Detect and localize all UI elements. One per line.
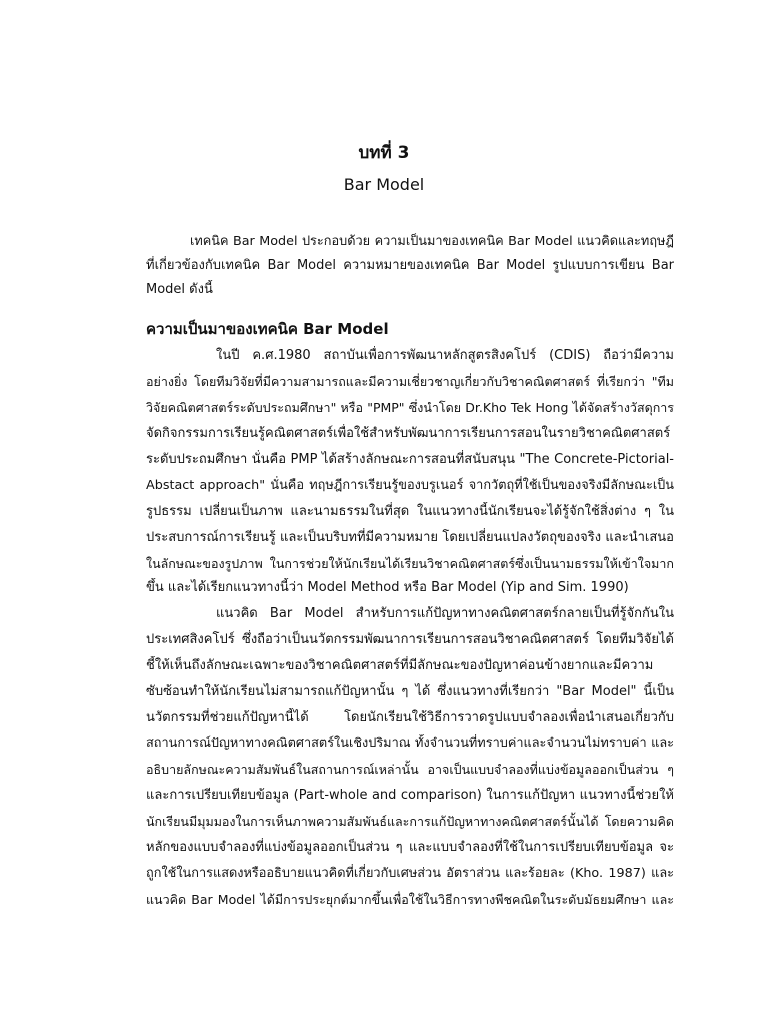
- body-line: แนวคิด Bar Model ได้มีการประยุกต์มากขึ้นเพื่อใช้ในวิธีการทางพีชคณิตในระดับมัธยมศึกษา และ: [146, 892, 674, 907]
- body-line: ในลักษณะของรูปภาพ ในการช่วยให้นักเรียนได้เรียนวิชาคณิตศาสตร์ซึ่งเป็นนามธรรมให้เข้าใจมาก: [146, 556, 674, 571]
- body-line: รูปธรรม เปลี่ยนเป็นภาพ และนามธรรมในที่สุด ในแนวทางนี้นักเรียนจะได้รู้จักใช้สิ่งต่าง ๆ ใน: [146, 504, 674, 519]
- body-line: ขึ้น และได้เรียกแนวทางนี้ว่า Model Method หรือ Bar Model (Yip and Sim. 1990): [146, 580, 629, 595]
- body-line: ซับซ้อนทำให้นักเรียนไม่สามารถแก้ปัญหานั้น ๆ ได้ ซึ่งแนวทางที่เรียกว่า "Bar Model" นี้เป็น: [146, 684, 674, 699]
- chapter-title: บทที่ 3: [358, 143, 410, 163]
- body-line: อย่างยิ่ง โดยทีมวิจัยที่มีความสามารถและมีความเชี่ยวชาญเกี่ยวกับวิชาคณิตศาสตร์ ที่เรียกว่า "ทีม: [146, 374, 674, 389]
- body-line: ประสบการณ์การเรียนรู้ และเป็นบริบทที่มีความหมาย โดยเปลี่ยนแปลงวัตถุของจริง และนำเสนอ: [146, 530, 674, 545]
- body-line: ประเทศสิงคโปร์ ซึ่งถือว่าเป็นนวัตกรรมพัฒนาการเรียนการสอนวิชาคณิตศาสตร์ โดยทีมวิจัยได้: [146, 632, 674, 647]
- body-line: Abstact approach" นั่นคือ ทฤษฎีการเรียนรู้ของบรูเนอร์ จากวัตถุที่ใช้เป็นของจริงมีลักษณะเป็น: [146, 478, 674, 493]
- body-line: จัดกิจกรรมการเรียนรู้คณิตศาสตร์เพื่อใช้สำหรับพัฒนาการเรียนการสอนในรายวิชาคณิตศาสตร์: [146, 426, 671, 441]
- body-line: แนวคิด Bar Model สำหรับการแก้ปัญหาทางคณิตศาสตร์กลายเป็นที่รู้จักกันใน: [216, 606, 674, 621]
- body-line: นวัตกรรมที่ช่วยแก้ปัญหานี้ได้ โดยนักเรียนใช้วิธีการวาดรูปแบบจำลองเพื่อนำเสนอเกี่ยวกับ: [146, 710, 674, 725]
- chapter-subtitle: Bar Model: [343, 175, 425, 194]
- body-line: ถูกใช้ในการแสดงหรืออธิบายแนวคิดที่เกี่ยวกับเศษส่วน อัตราส่วน และร้อยละ (Kho. 1987) และ: [146, 866, 674, 881]
- body-line: นักเรียนมีมุมมองในการเห็นภาพความสัมพันธ์และการแก้ปัญหาทางคณิตศาสตร์นั้นได้ โดยความคิด: [146, 814, 674, 829]
- intro-line: Model ดังนี้: [146, 282, 213, 297]
- body-line: สถานการณ์ปัญหาทางคณิตศาสตร์ในเชิงปริมาณ ทั้งจำนวนที่ทราบค่าและจำนวนไม่ทราบค่า และ: [146, 736, 674, 751]
- body-line: ระดับประถมศึกษา นั่นคือ PMP ได้สร้างลักษณะการสอนที่สนับสนุน "The Concrete-Pictorial-: [146, 452, 674, 467]
- body-line: ในปี ค.ศ.1980 สถาบันเพื่อการพัฒนาหลักสูตรสิงคโปร์ (CDIS) ถือว่ามีความ: [216, 348, 674, 363]
- body-line: หลักของแบบจำลองที่แบ่งข้อมูลออกเป็นส่วน ๆ และแบบจำลองที่ใช้ในการเปรียบเทียบข้อมูล จะ: [146, 840, 674, 855]
- section-heading: ความเป็นมาของเทคนิค Bar Model: [146, 320, 389, 338]
- intro-line: เทคนิค Bar Model ประกอบด้วย ความเป็นมาของเทคนิค Bar Model แนวคิดและทฤษฎี: [190, 234, 674, 249]
- body-line: และการเปรียบเทียบข้อมูล (Part-whole and comparison) ในการแก้ปัญหา แนวทางนี้ช่วยให้: [146, 788, 674, 803]
- body-line: ชี้ให้เห็นถึงลักษณะเฉพาะของวิชาคณิตศาสตร์ที่มีลักษณะของปัญหาค่อนข้างยากและมีความ: [146, 658, 654, 673]
- intro-line: ที่เกี่ยวข้องกับเทคนิค Bar Model ความหมายของเทคนิค Bar Model รูปแบบการเขียน Bar: [146, 258, 674, 273]
- body-line: วิจัยคณิตศาสตร์ระดับประถมศึกษา" หรือ "PMP" ซึ่งนำโดย Dr.Kho Tek Hong ได้จัดสร้างวัสดุการ: [146, 400, 674, 415]
- body-line: อธิบายลักษณะความสัมพันธ์ในสถานการณ์เหล่านั้น อาจเป็นแบบจำลองที่แบ่งข้อมูลออกเป็นส่วน ๆ: [146, 762, 674, 777]
